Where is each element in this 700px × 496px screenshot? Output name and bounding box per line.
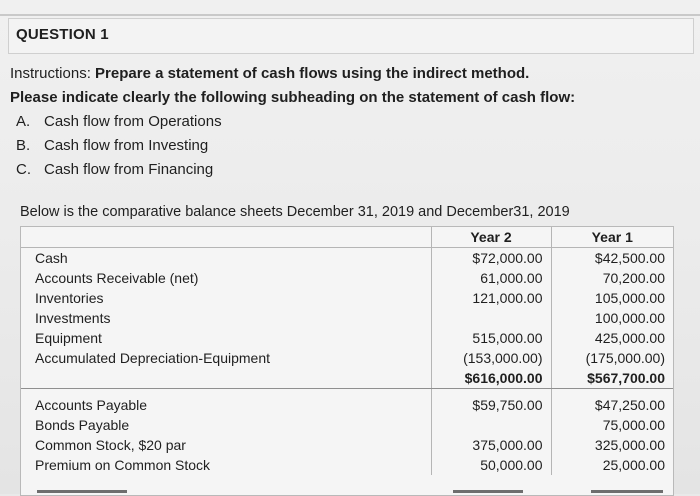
row-year-2: 515,000.00 <box>431 328 551 348</box>
header-label <box>21 227 431 248</box>
row-label: Equipment <box>21 328 431 348</box>
row-label: Accounts Receivable (net) <box>21 268 431 288</box>
row-year-2: 61,000.00 <box>431 268 551 288</box>
subheading-list <box>10 110 690 182</box>
row-year-2: (153,000.00) <box>431 348 551 368</box>
cropped-text-fragment <box>453 490 523 493</box>
row-year-1: 425,000.00 <box>594 330 665 346</box>
row-year-1: 25,000.00 <box>602 457 665 473</box>
total-label <box>21 368 431 389</box>
total-assets-row <box>21 368 673 389</box>
question-header-box <box>8 18 694 54</box>
row-label: Premium on Common Stock <box>21 455 431 475</box>
instructions-line-1 <box>10 62 690 86</box>
list-item-text: Cash flow from Operations <box>44 113 222 130</box>
row-label: Accumulated Depreciation-Equipment <box>21 348 431 368</box>
row-year-1: $47,250.00 <box>594 397 665 413</box>
row-year-1: 70,200.00 <box>602 270 665 286</box>
row-year-2 <box>431 415 551 435</box>
list-item <box>10 158 690 182</box>
cropped-row-fragment <box>21 489 673 495</box>
header-year-2: Year 2 <box>431 227 551 248</box>
row-year-1: 75,000.00 <box>602 417 665 433</box>
row-label: Bonds Payable <box>21 415 431 435</box>
row-label: Common Stock, $20 par <box>21 435 431 455</box>
table-row <box>21 268 673 288</box>
list-item <box>10 110 690 134</box>
list-item-text: Cash flow from Investing <box>44 137 209 154</box>
question-title: QUESTION 1 <box>16 26 109 43</box>
row-year-2: $72,000.00 <box>431 248 551 269</box>
instructions-main: Prepare a statement of cash flows using the indirect method. <box>95 65 530 82</box>
row-label: Cash <box>21 248 431 269</box>
table-row <box>21 328 673 348</box>
row-label: Accounts Payable <box>21 395 431 415</box>
row-year-1: 100,000.00 <box>594 310 665 326</box>
row-year-1: 105,000.00 <box>594 290 665 306</box>
balance-sheet-table <box>21 227 673 475</box>
row-year-1: $42,500.00 <box>594 250 665 266</box>
table-row <box>21 308 673 328</box>
instructions-line-2: Please indicate clearly the following subheading on the statement of cash flow: <box>10 89 576 106</box>
cropped-text-fragment <box>37 490 127 493</box>
row-year-2: $59,750.00 <box>431 395 551 415</box>
list-item <box>10 134 690 158</box>
list-item-letter: A. <box>16 113 31 130</box>
instructions-block <box>10 62 690 182</box>
balance-sheet-title: Below is the comparative balance sheets December 31, 2019 and December31, 2019 <box>20 204 570 220</box>
table-row <box>21 455 673 475</box>
table-row <box>21 248 673 269</box>
total-year-1: $567,700.00 <box>551 368 673 389</box>
row-year-1: 325,000.00 <box>594 437 665 453</box>
table-row <box>21 288 673 308</box>
row-year-2: 121,000.00 <box>431 288 551 308</box>
list-item-letter: B. <box>16 137 31 154</box>
row-label: Inventories <box>21 288 431 308</box>
total-year-2: $616,000.00 <box>431 368 551 389</box>
table-row <box>21 415 673 435</box>
list-item-text: Cash flow from Financing <box>44 161 214 178</box>
table-row <box>21 435 673 455</box>
instructions-prefix: Instructions: <box>10 65 96 82</box>
table-row <box>21 395 673 415</box>
table-row <box>21 348 673 368</box>
row-year-2: 375,000.00 <box>431 435 551 455</box>
row-year-2: 50,000.00 <box>431 455 551 475</box>
top-divider <box>0 14 700 16</box>
header-year-1: Year 1 <box>551 227 673 248</box>
row-year-1: (175,000.00) <box>585 350 665 366</box>
cropped-text-fragment <box>591 490 663 493</box>
row-label: Investments <box>21 308 431 328</box>
table-header-row <box>21 227 673 248</box>
list-item-letter: C. <box>16 161 31 178</box>
row-year-2 <box>431 308 551 328</box>
balance-sheet-table-container <box>20 226 674 496</box>
